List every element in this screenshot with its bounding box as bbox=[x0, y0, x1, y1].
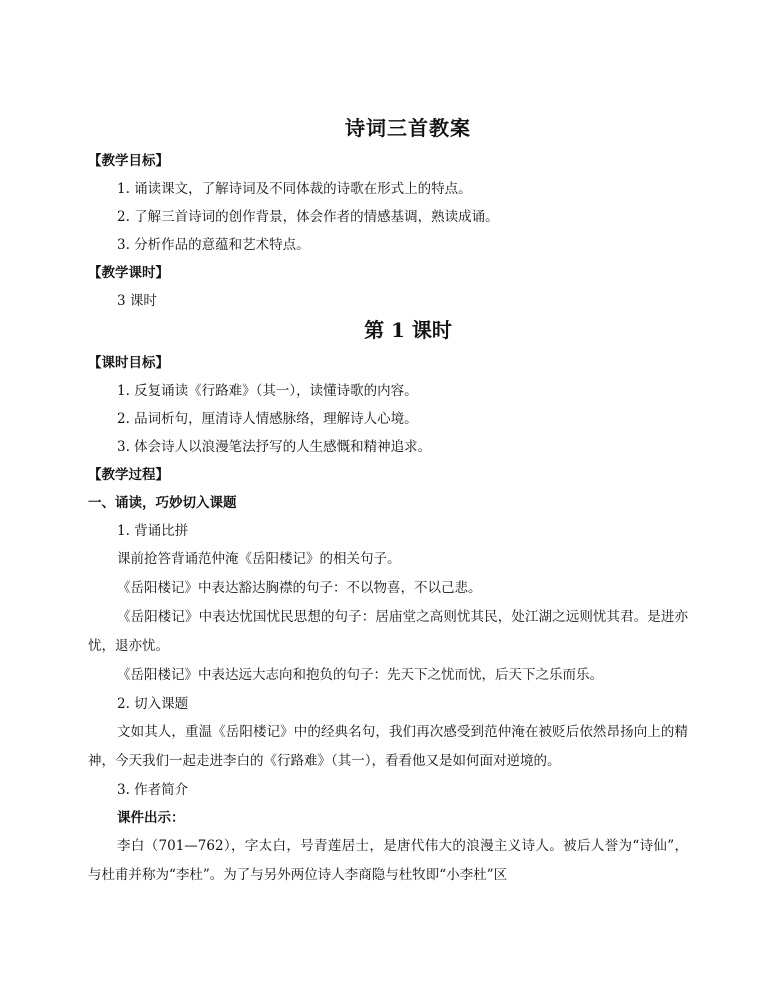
document-content bbox=[88, 113, 688, 890]
step2-text: 文如其人，重温《岳阳楼记》中的经典名句，我们再次感受到范仲淹在被贬后依然昂扬向上的精神，今天我们一起走进李白的《行路难》（其一），看看他又是如何面对逆境的。 bbox=[88, 724, 688, 769]
objectives-heading: 【教学目标】 bbox=[88, 153, 169, 169]
step1-line: 《岳阳楼记》中表达远大志向和抱负的句子：先天下之忧而忧，后天下之乐而乐。 bbox=[117, 667, 603, 683]
hours-heading: 【教学课时】 bbox=[88, 265, 169, 281]
lesson-objective-item: 3. 体会诗人以浪漫笔法抒写的人生感慨和精神追求。 bbox=[117, 439, 432, 455]
objective-item: 2. 了解三首诗词的创作背景，体会作者的情感基调，熟读成诵。 bbox=[117, 209, 499, 225]
process-heading: 【教学过程】 bbox=[88, 467, 169, 483]
objective-item: 3. 分析作品的意蕴和艺术特点。 bbox=[117, 237, 310, 253]
step1-line: 《岳阳楼记》中表达忧国忧民思想的句子：居庙堂之高则忧其民，处江湖之远则忧其君。是进亦忧，退亦忧。 bbox=[88, 609, 688, 654]
courseware-label: 课件出示： bbox=[117, 810, 185, 826]
hours-value: 3 课时 bbox=[117, 293, 157, 309]
lesson-title: 第 1 课时 bbox=[364, 318, 452, 342]
lesson-objective-item: 2. 品词析句，厘清诗人情感脉络，理解诗人心境。 bbox=[117, 411, 418, 427]
objective-item: 1. 诵读课文，了解诗词及不同体裁的诗歌在形式上的特点。 bbox=[117, 181, 472, 197]
step1-line: 《岳阳楼记》中表达豁达胸襟的句子：不以物喜，不以己悲。 bbox=[117, 580, 482, 596]
lesson-objective-item: 1. 反复诵读《行路难》（其一），读懂诗歌的内容。 bbox=[117, 383, 418, 399]
step1-line: 课前抢答背诵范仲淹《岳阳楼记》的相关句子。 bbox=[117, 551, 401, 567]
step2-label: 2. 切入课题 bbox=[117, 696, 189, 712]
author-text: 李白（701—762），字太白，号青莲居士，是唐代伟大的浪漫主义诗人。被后人誉为“诗仙”，与杜甫并称为“李杜”。为了与另外两位诗人李商隐与杜牧即“小李杜”区 bbox=[88, 838, 688, 883]
document-title: 诗词三首教案 bbox=[345, 116, 471, 140]
lesson-objectives-heading: 【课时目标】 bbox=[88, 355, 169, 371]
part1-heading: 一、诵读，巧妙切入课题 bbox=[88, 495, 237, 511]
step3-label: 3. 作者简介 bbox=[117, 782, 189, 798]
step1-label: 1. 背诵比拼 bbox=[117, 523, 189, 539]
